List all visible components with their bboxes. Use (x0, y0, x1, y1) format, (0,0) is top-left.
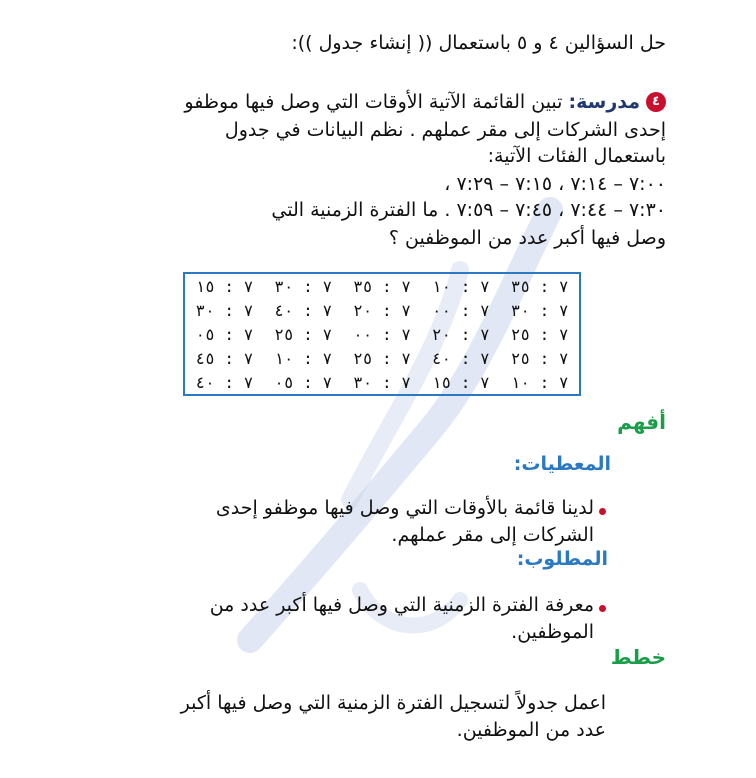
question-title: مدرسة: (568, 91, 640, 113)
table-cell: ٧ : ٣٠ (195, 300, 254, 320)
table-cell: ٧ : ٠٠ (353, 324, 411, 344)
plan-line-1: اعمل جدولاً لتسجيل الفترة الزمنية التي وصل فيها أكبر (180, 692, 606, 714)
table-row (185, 322, 579, 346)
table-cell: ٧ : ٠٥ (195, 324, 254, 344)
table-row (185, 274, 579, 298)
question-line-2: إحدى الشركات إلى مقر عملهم . نظم البيانات في جدول (224, 119, 666, 141)
question-line-5: ٧:٣٠ – ٧:٤٤ ، ٧:٤٥ – ٧:٥٩ . ما الفترة الزمنية التي (271, 199, 666, 221)
table-cell: ٧ : ٣٥ (353, 276, 411, 296)
question-line-3: باستعمال الفئات الآتية: (487, 145, 666, 167)
table-row (185, 370, 579, 394)
table-row (185, 298, 579, 322)
required-text (210, 592, 594, 646)
table-cell: ٧ : ٢٠ (431, 324, 490, 344)
question-line-4: ٧:٠٠ – ٧:١٤ ، ٧:١٥ – ٧:٢٩ ، (444, 173, 666, 195)
required-line-1: معرفة الفترة الزمنية التي وصل فيها أكبر عدد من (209, 594, 594, 616)
table-cell: ٧ : ١٠ (431, 276, 490, 296)
times-grid (185, 274, 579, 394)
table-cell: ٧ : ٣٠ (274, 276, 333, 296)
bullet-dot-icon (599, 508, 606, 515)
table-cell: ٧ : ١٥ (431, 372, 490, 392)
table-cell: ٧ : ٠٥ (274, 372, 333, 392)
table-cell: ٧ : ٢٥ (274, 324, 333, 344)
table-cell: ٧ : ٣٠ (353, 372, 411, 392)
givens-line-1: لدينا قائمة بالأوقات التي وصل فيها موظفو إحدى (215, 497, 594, 519)
bullet-dot-icon (599, 605, 606, 612)
givens-heading: المعطيات: (513, 453, 611, 475)
table-row (185, 346, 579, 370)
table-cell: ٧ : ٢٥ (510, 348, 569, 368)
table-cell: ٧ : ٠٠ (431, 300, 490, 320)
givens-line-2: الشركات إلى مقر عملهم. (391, 524, 594, 546)
understand-heading: أفهم (617, 410, 666, 434)
plan-line-2: عدد من الموظفين. (456, 719, 606, 741)
times-table (183, 272, 581, 396)
table-cell: ٧ : ٣٥ (510, 276, 569, 296)
question-text-1: تبين القائمة الآتية الأوقات التي وصل فيها موظفو (184, 91, 563, 113)
required-line-2: الموظفين. (511, 621, 594, 643)
table-cell: ٧ : ١٥ (195, 276, 254, 296)
plan-text (181, 690, 606, 744)
table-cell: ٧ : ٤٠ (431, 348, 490, 368)
table-cell: ٧ : ٤٠ (195, 372, 254, 392)
table-cell: ٧ : ٤٠ (274, 300, 333, 320)
table-cell: ٧ : ٣٠ (510, 300, 569, 320)
table-cell: ٧ : ١٠ (510, 372, 569, 392)
table-cell: ٧ : ٢٠ (353, 300, 411, 320)
plan-heading: خطط (610, 645, 666, 669)
required-heading: المطلوب: (516, 548, 608, 570)
table-cell: ٧ : ٢٥ (353, 348, 411, 368)
table-cell: ٧ : ٢٥ (510, 324, 569, 344)
table-cell: ٧ : ٤٥ (195, 348, 254, 368)
question-number-badge: ٤ (646, 92, 666, 112)
question-line-6: وصل فيها أكبر عدد من الموظفين ؟ (388, 227, 666, 249)
question-line-1 (184, 90, 640, 114)
table-cell: ٧ : ١٠ (274, 348, 333, 368)
intro-instruction: حل السؤالين ٤ و ٥ باستعمال (( إنشاء جدول )): (291, 32, 666, 54)
givens-text (216, 495, 594, 549)
